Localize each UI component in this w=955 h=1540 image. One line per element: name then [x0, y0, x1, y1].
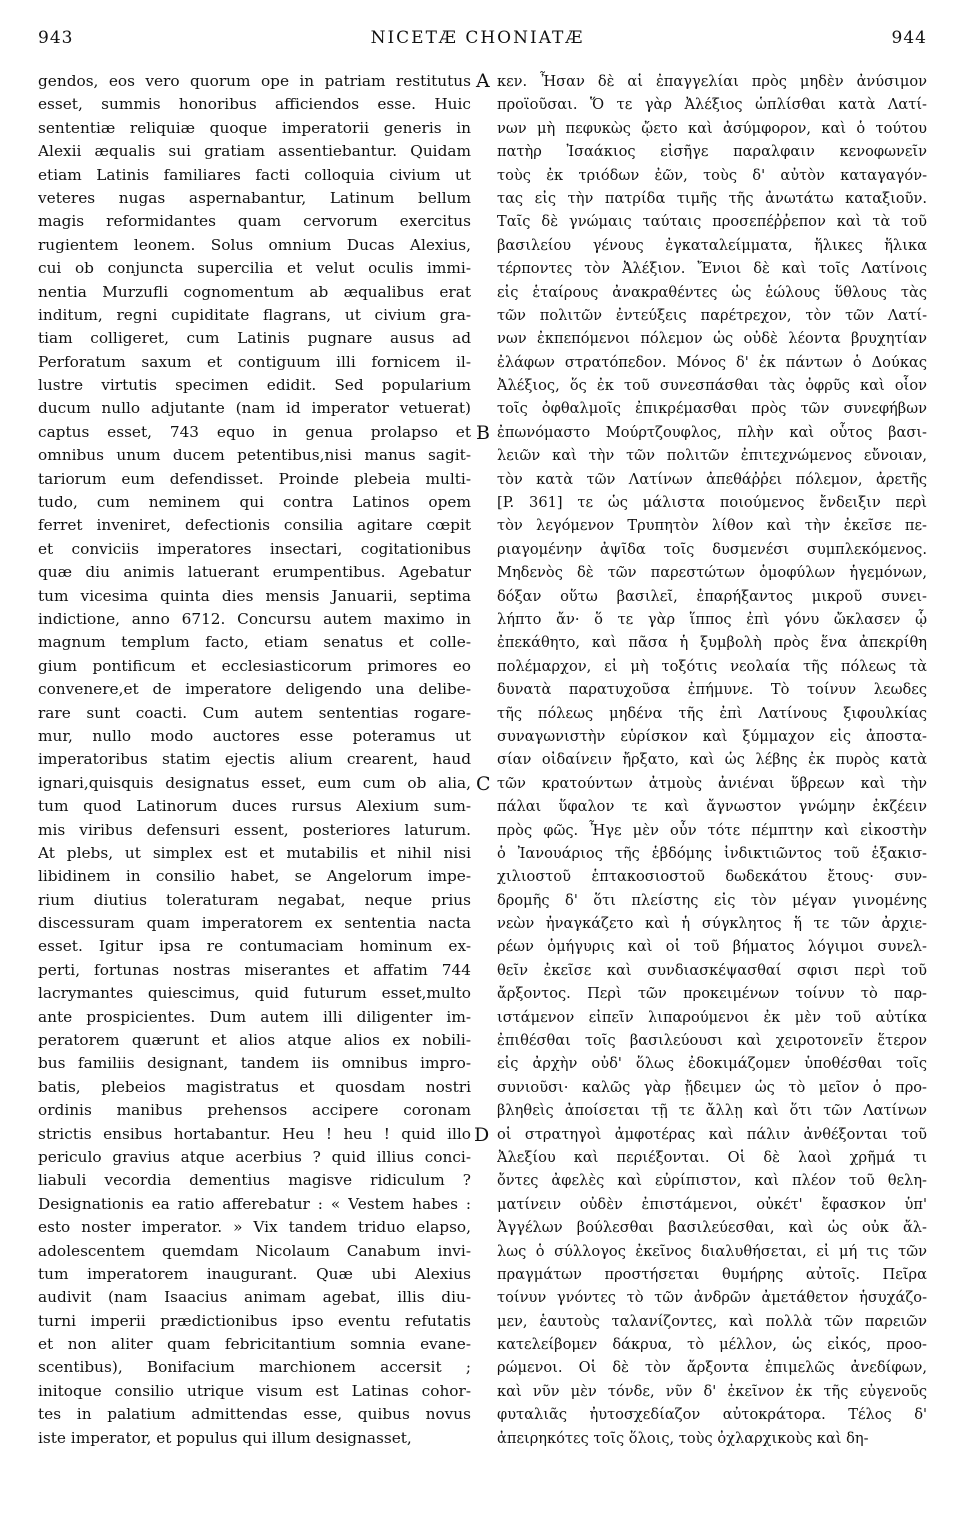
latin-column-line: perti, fortunas nostras miserantes et affatim 744 [38, 960, 471, 979]
latin-column-line: rare sunt coacti. Cum autem sententias rogare- [38, 703, 471, 722]
greek-column-line: Ταῖς δὲ γνώμαις ταύταις προσεπέῤῥεπον καὶ τὰ τοῦ [497, 213, 927, 231]
greek-column-line: χιλιοστοῦ ἑπτακοσιοστοῦ δωδεκάτου ἔτους· συν- [497, 868, 927, 886]
latin-text-column [38, 70, 471, 1450]
latin-column-line: iste imperator, et populus qui illum designasset, [38, 1428, 412, 1447]
greek-column-line: κεν. Ἦσαν δὲ αἱ ἐπαγγελίαι πρὸς μηδὲν ἀνύσιμον [497, 73, 927, 90]
latin-column-line: magis reformidantes quam cervorum exercitus [38, 212, 471, 231]
greek-column-line: νων μὴ πεφυκὼς ᾤετο καὶ ἀσύμφορον, καὶ ὁ τούτου [497, 119, 927, 137]
latin-column-line: gendos, eos vero quorum ope in patriam restitutus [38, 72, 471, 90]
greek-column-line: λήπτο ἄν· ὅ τε γὰρ ἵππος ἐπὶ γόνυ ὤκλασεν ᾧ [497, 610, 927, 628]
greek-column-line: δρομῆς δ' ὅτι πλείστης εἰς τὸν μέγαν γινομένης [497, 891, 927, 909]
latin-column-line: tudo, cum neminem qui contra Latinos opem [38, 493, 471, 512]
page-header [0, 26, 955, 56]
margin-marker-d: D [474, 1124, 490, 1146]
latin-column-line: initoque consilio utrique visum est Latinas cohor- [38, 1381, 471, 1400]
latin-column-line: esset, summis honoribus afficiendos esse. Huic [38, 95, 471, 114]
greek-column-line: ρώμενοι. Οἱ δὲ τὸν ἄρξοντα ἐπιμελῶς ἀνεδίφων, [497, 1359, 927, 1377]
greek-column-line: ἐπεκάθητο, καὶ πᾶσα ἡ ξυμβολὴ πρὸς ἕνα ἀπεκρίθη [497, 634, 927, 652]
greek-column-line: τὸν λεγόμενον Τρυπητὸν λίθον καὶ τὴν ἐκεῖσε πε- [497, 517, 927, 535]
greek-column-line: νων ἐκπεπόμενοι πόλεμον ὡς οὐδὲ λέοντα βρυχητίαν [497, 330, 927, 348]
greek-column-line: ιστάμενον εἰπεῖν λιπαρούμενοι ἐκ μὲν τοῦ αὐτίκα [497, 1008, 927, 1026]
greek-column-line: πατὴρ Ἰσαάκιος εἰσῆγε παραλφαιν κενοφωνεῖν [497, 143, 927, 161]
greek-column-line: Μηδενὸς δὲ τῶν παρεστώτων ὁμοφύλων ἡγεμόνων, [497, 564, 927, 582]
latin-column-line: cui ob conjuncta supercilia et velut oculis immi- [38, 259, 471, 278]
latin-column-line: discessuram quam imperatorem ex sententia nacta [38, 914, 471, 933]
greek-column-line: συνιοῦσι· καλῶς γὰρ ᾔδειμεν ὡς τὸ μεῖον ὁ προ- [497, 1078, 927, 1096]
greek-column-line: πάλαι ὕφαλον τε καὶ ἄγνωστον γνώμην ἐκζέειν [497, 798, 927, 816]
latin-column-line: Alexii æqualis sui gratiam assentiebantur. Quidam [38, 142, 471, 161]
greek-column-line: συναγωνιστὴν εὑρίσκον καὶ ξύμμαχον εἰς ἀποστα- [497, 727, 927, 745]
latin-column-line: adolescentem quemdam Nicolaum Canabum invi- [38, 1241, 471, 1260]
left-page-number: 943 [38, 28, 74, 48]
latin-column-line: batis, plebeios magistratus et quosdam nostri [38, 1077, 471, 1096]
latin-column-line: captus esset, 743 equo in genua prolapso et [38, 422, 471, 441]
latin-column-line: inditum, regni cupiditate flagrans, ut civium gra- [38, 305, 471, 324]
greek-column-line: ὄντες ἀφελὲς καὶ εὐρίπιστον, καὶ πλέον τοῦ θελη- [497, 1172, 927, 1190]
greek-column-line: [P. 361] τε ὡς μάλιστα ποιούμενος ἔνδειξιν περὶ [497, 494, 927, 512]
latin-column-line: tiam colligeret, cum Latinis pugnare ausus ad [38, 329, 471, 348]
greek-column-line: ἐπιθέσθαι τοῖς βασιλεύουσι καὶ χειροτονεῖν ἕτερον [497, 1032, 927, 1050]
latin-column-line: quæ diu animis latuerant erumpentibus. Agebatur [38, 563, 471, 582]
latin-column-line: peratorem quærunt et alios atque alios ex nobili- [38, 1031, 471, 1050]
greek-column-line: ριαγομένην ἀψῖδα τοῖς δυσμενέσι συμπλεκόμενος. [497, 540, 927, 558]
latin-column-line: Perforatum saxum et contiguum illi fornicem il- [38, 352, 471, 371]
latin-column-line: Designationis ea ratio afferebatur : « Vestem habes : [38, 1194, 471, 1213]
latin-column-line: tum imperatorem inaugurant. Quæ ubi Alexius [38, 1264, 471, 1283]
greek-column-line: τῆς πόλεως μηδένα τῆς ἐπὶ Λατίνους ξιφουλκίας [497, 704, 927, 722]
greek-column-line: λειῶν καὶ τὴν τῶν πολιτῶν ἐπιτεχνώμενος εὔνοιαν, [497, 447, 927, 465]
latin-column-line: lacrymantes quiescimus, quid futurum esset,multo [38, 984, 471, 1003]
greek-column-line: καὶ νῦν μὲν τόνδε, νῦν δ' ἐκεῖνον ἐκ τῆς εὐγενοῦς [497, 1382, 927, 1400]
latin-column-line: ordinis manibus prehensos accipere coronam [38, 1101, 471, 1120]
greek-column-line: ματίνειν οὐδὲν ἐπιστάμενοι, οὐκέτ' ἔφασκον ὑπ' [497, 1195, 927, 1213]
latin-column-line: mis viribus defensuri essent, posteriores laturum. [38, 820, 471, 839]
greek-column-line: βληθεὶς ἀποίσεται τῇ τε ἄλλῃ καὶ ὅτι τῶν Λατίνων [497, 1102, 927, 1120]
latin-column-line: et non aliter quam febricitantium somnia evane- [38, 1335, 471, 1354]
greek-column-line: τοίνυν γνόντες τὸ τῶν ἀνδρῶν ἀμετάθετον ἡσυχάζο- [497, 1289, 927, 1307]
latin-column-line: ignari,quisquis designatus esset, eum cum ob alia, [38, 773, 471, 792]
greek-text-column [497, 70, 927, 1450]
greek-column-line: τῶν πολιτῶν ἐντεύξεις παρέτρεχον, τὸν τῶν Λατί- [497, 306, 927, 324]
latin-column-line: veteres nugas aspernabantur, Latinum bellum [38, 188, 471, 207]
greek-column-line: δόξαν οὕτω βασιλεῖ, ἐπαρήξαντος μικροῦ συνει- [497, 587, 927, 605]
greek-column-line: Ἀλεξίου καὶ περιέξονται. Οἱ δὲ λαοὶ χρῆμά τι [497, 1148, 927, 1166]
greek-column-line: εἰς ἀρχὴν οὐδ' ὅλως ἐδοκιμάζομεν ὑποθέσθαι τοῖς [497, 1055, 927, 1073]
latin-column-line: ducum nullo adjutante (nam id imperator vetuerat) [38, 399, 471, 418]
latin-column-line: tes in palatium admittendas esse, quibus novus [38, 1405, 471, 1424]
latin-column-line: tum quod Latinorum duces rursus Alexium sum- [38, 797, 471, 816]
latin-column-line: convenere,et de imperatore deligendo una delibe- [38, 680, 471, 699]
greek-column-line: οἱ στρατηγοὶ ἀμφοτέρας καὶ πάλιν ἀνθέξονται τοῦ [497, 1125, 927, 1143]
greek-column-line: μεν, ἑαυτοὺς ταλανίζοντες, καὶ πολλὰ τῶν παρειῶν [497, 1312, 927, 1330]
greek-column-line: Ἀγγέλων βούλεσθαι βασιλεύεσθαι, καὶ ὡς οὐκ ἄλ- [497, 1219, 927, 1237]
greek-column-line: δυνατὰ παρατυχοῦσα ἐπήμυνε. Τὸ τοίνυν λεωδες [497, 681, 927, 699]
latin-column-line: tum vicesima quinta dies mensis Januarii, septima [38, 586, 471, 605]
latin-column-line: rugientem leonem. Solus omnium Ducas Alexius, [38, 235, 471, 254]
greek-column-line: ἐπωνόμαστο Μούρτζουφλος, πλὴν καὶ οὗτος βασι- [497, 423, 927, 441]
latin-column-line: gium pontificum et ecclesiasticorum primores eo [38, 656, 471, 675]
latin-column-line: sententiæ reliquiæ quoque imperatorii generis in [38, 118, 471, 137]
greek-column-line: θεῖν ἐκεῖσε καὶ συνδιασκέψασθαί σφισι περὶ τοῦ [497, 961, 927, 979]
margin-marker-a: A [476, 70, 490, 92]
margin-marker-b: B [476, 422, 490, 444]
latin-column-line: liabuli vecordia dementius magisve ridiculum ? [38, 1171, 471, 1190]
greek-column-line: τας εἰς τὴν πατρίδα τιμῆς τῆς ἀνωτάτω καταξιοῦν. [497, 189, 927, 207]
latin-column-line: periculo gravius atque acerbius ? quid illius conci- [38, 1147, 471, 1166]
latin-column-line: tariorum eum defendisset. Proinde plebeia multi- [38, 469, 471, 488]
latin-column-line: libidinem in consilio habet, se Angelorum impe- [38, 867, 471, 886]
greek-column-line: προϊοῦσαι. Ὅ τε γὰρ Ἀλέξιος ὡπλίσθαι κατὰ Λατί- [497, 96, 927, 114]
greek-column-line: σίαν οἰδαίνειν ἤρξατο, καὶ ὡς λέβης ἐκ πυρὸς κατὰ [497, 751, 927, 769]
greek-column-line: ὁ Ἰανουάριος τῆς ἑβδόμης ἰνδικτιῶντος τοῦ ἑξακισ- [497, 844, 927, 862]
greek-column-line: ρέων ὁμήγυρις καὶ οἱ τοῦ βήματος λόγιμοι συνελ- [497, 938, 927, 956]
greek-column-line: τὸν κατὰ τῶν Λατίνων ἀπεθάῤῥει πόλεμον, ἀρετῆς [497, 470, 927, 488]
greek-column-line: νεὼν ἠναγκάζετο καὶ ἡ σύγκλητος ἥ τε τῶν ἀρχιε- [497, 915, 927, 933]
latin-column-line: scentibus), Bonifacium marchionem accersit ; [38, 1358, 471, 1377]
greek-column-line: τέρποντες τὸν Ἀλέξιον. Ἔνιοι δὲ καὶ τοῖς Λατίνοις [497, 260, 927, 278]
latin-column-line: rium diutius toleraturam negabat, neque prius [38, 890, 471, 909]
greek-column-line: εἰς ἑταίρους ἀνακραθέντες ὡς ἑώλους ὕθλους τὰς [497, 283, 927, 301]
latin-column-line: esto noster imperator. » Vix tandem triduo elapso, [38, 1218, 471, 1237]
greek-column-line: τοὺς ἐκ τριόδων ἐῶν, τοὺς δ' αὐτὸν καταγαγόν- [497, 166, 927, 184]
latin-column-line: imperatoribus statim ejectis alium crearent, haud [38, 750, 471, 769]
latin-column-line: ferret inveniret, defectionis consilia agitare cœpit [38, 516, 471, 535]
latin-column-line: et conviciis imperatores insectari, cogitationibus [38, 539, 471, 558]
greek-column-line: λως ὁ σύλλογος ἐκεῖνος διαλυθήσεται, εἰ μή τις τῶν [497, 1242, 927, 1260]
greek-column-line: τῶν κρατούντων ἀτμοὺς ἀνιέναι ὕβρεων καὶ τὴν [497, 774, 927, 792]
latin-column-line: mur, nullo modo auctores esse poteramus ut [38, 726, 471, 745]
latin-column-line: ante prospicientes. Dum autem illi diligenter im- [38, 1007, 471, 1026]
greek-column-line: πραγμάτων προστήσεται θυμήρης αὐτοῖς. Πεῖρα [497, 1265, 927, 1283]
greek-column-line: πρὸς φῶς. Ἦγε μὲν οὖν τότε πέμπτην καὶ εἰκοστὴν [497, 821, 927, 839]
latin-column-line: magnum templum facto, etiam senatus et colle- [38, 633, 471, 652]
latin-column-line: audivit (nam Isaacius animam agebat, illis diu- [38, 1288, 471, 1307]
greek-column-line: ἐλάφων στρατόπεδον. Μόνος δ' ἐκ πάντων ὁ Δούκας [497, 353, 927, 371]
right-page-number: 944 [891, 28, 927, 48]
latin-column-line: esset. Igitur ipsa re contumaciam hominum ex- [38, 937, 471, 956]
running-title: NICETÆ CHONIATÆ [370, 28, 585, 48]
latin-column-line: turni imperii prædictionibus ipso eventu refutatis [38, 1311, 471, 1330]
latin-column-line: nentia Murzufli cognomentum ab æqualibus erat [38, 282, 471, 301]
latin-column-line: indictione, anno 6712. Concursu autem maximo in [38, 609, 471, 628]
greek-column-line: τοῖς ὀφθαλμοῖς ἐπικρέμασθαι πρὸς τῶν συνεφήβων [497, 400, 927, 418]
greek-column-line: ἀπειρηκότες τοῖς ὅλοις, τοὺς ὀχλαρχικοὺς καὶ δη- [497, 1429, 869, 1447]
greek-column-line: Ἀλέξιος, ὅς ἐκ τοῦ συνεσπάσθαι τὰς ὀφρῦς καὶ οἷον [497, 377, 927, 395]
greek-column-line: πολέμαρχον, εἰ μὴ τοξότις νεολαία τῆς πόλεως τὰ [497, 657, 927, 675]
latin-column-line: At plebs, ut simplex est et mutabilis et nihil nisi [38, 843, 471, 862]
latin-column-line: lustre virtutis specimen edidit. Sed popularium [38, 376, 471, 395]
greek-column-line: φυταλιᾶς ἠυτοσχεδίαζον αὐτοκράτορα. Τέλος δ' [497, 1406, 927, 1424]
greek-column-line: ἄρξοντος. Περὶ τῶν προκειμένων τοίνυν τὸ παρ- [497, 985, 927, 1003]
latin-column-line: strictis ensibus hortabantur. Heu ! heu ! quid illo [38, 1124, 471, 1143]
latin-column-line: bus familiis designant, tandem iis omnibus impro- [38, 1054, 471, 1073]
greek-column-line: βασιλείου γένους ἐγκαταλείμματα, ἥλικες ἥλικα [497, 236, 927, 254]
margin-marker-c: C [476, 773, 491, 795]
latin-column-line: omnibus unum ducem petentibus,nisi manus sagit- [38, 446, 471, 465]
greek-column-line: κατελείβομεν δάκρυα, τὸ μέλλον, ὡς εἰκός, προο- [497, 1336, 927, 1354]
latin-column-line: etiam Latinis familiares facti colloquia civium ut [38, 165, 471, 184]
